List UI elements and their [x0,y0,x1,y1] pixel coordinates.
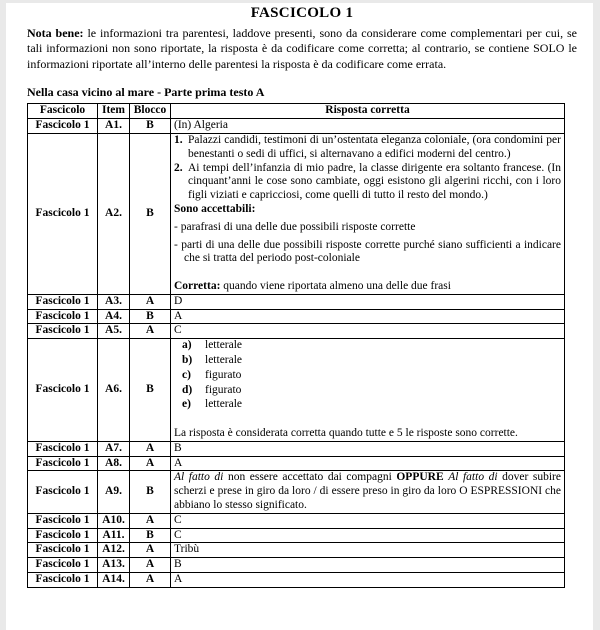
table-row [28,119,565,134]
cell-risposta [171,339,565,442]
risposta-line [174,514,561,528]
text-segment: non essere accettato dai compagni [223,471,397,484]
cell-item: A12. [98,543,130,558]
table-row [28,339,565,442]
cell-risposta [171,134,565,295]
table-row [28,441,565,456]
answer-key-table [27,103,565,588]
table-row [28,294,565,309]
list-marker: c) [182,368,191,381]
risposta-line [174,266,561,280]
cell-item: A11. [98,528,130,543]
cell-item: A5. [98,324,130,339]
table-header-row [28,104,565,119]
text-segment: letterale [205,353,243,366]
text-segment: parafrasi di una delle due possibili risposte corrette [180,220,416,233]
cell-blocco: A [130,558,171,573]
cell-blocco: A [130,513,171,528]
cell-fascicolo: Fascicolo 1 [28,558,98,573]
cell-blocco: B [130,471,171,513]
text-segment: B [174,441,182,454]
text-segment: letterale [205,398,243,411]
cell-blocco: A [130,456,171,471]
text-segment: (In) Algeria [174,119,228,132]
risposta-line [174,398,561,412]
text-segment: A [174,572,183,585]
risposta-line [174,442,561,456]
page-title: FASCICOLO 1 [250,5,354,21]
table-row [28,324,565,339]
header-risposta-corretta: Risposta corretta [171,104,565,119]
risposta-line [174,339,561,353]
cell-blocco: B [130,309,171,324]
cell-risposta [171,543,565,558]
nota-bene-paragraph [27,26,577,72]
text-segment: Sono accettabili: [174,203,256,215]
cell-item: A7. [98,441,130,456]
cell-fascicolo: Fascicolo 1 [28,456,98,471]
cell-fascicolo: Fascicolo 1 [28,119,98,134]
cell-item: A14. [98,572,130,587]
list-marker: b) [182,353,193,366]
table-row [28,528,565,543]
cell-risposta [171,471,565,513]
cell-fascicolo: Fascicolo 1 [28,513,98,528]
table-row [28,309,565,324]
risposta-line [174,471,561,512]
cell-fascicolo: Fascicolo 1 [28,324,98,339]
cell-risposta [171,294,565,309]
cell-blocco: B [130,528,171,543]
cell-fascicolo: Fascicolo 1 [28,543,98,558]
cell-item: A2. [98,134,130,295]
risposta-line [174,543,561,557]
cell-item: A8. [98,456,130,471]
text-segment: OPPURE [396,471,444,484]
table-row [28,134,565,295]
section-heading: Nella casa vicino al mare - Parte prima testo A [27,85,265,100]
text-segment: quando viene riportata almeno una delle due frasi [220,279,451,292]
text-segment: B [174,558,182,571]
risposta-line [174,203,561,217]
cell-item: A1. [98,119,130,134]
text-segment: D [174,294,183,307]
risposta-line [174,529,561,543]
table-row [28,513,565,528]
risposta-line [174,558,561,572]
cell-fascicolo: Fascicolo 1 [28,339,98,442]
text-segment: figurato [205,368,242,381]
risposta-line [174,324,561,338]
cell-risposta [171,309,565,324]
cell-item: A13. [98,558,130,573]
cell-fascicolo: Fascicolo 1 [28,572,98,587]
nota-bene-text: le informazioni tra parentesi, laddove presenti, sono da considerare come complementari per cui, se tali informazioni non sono riportate, la risposta è da codificare come corretta; al contrario, se contiene SOLO le informazioni riportate all’interno delle parentesi la risposta è da codificare come errata. [27,26,577,71]
cell-blocco: A [130,441,171,456]
table-row [28,543,565,558]
cell-risposta [171,119,565,134]
cell-blocco: A [130,572,171,587]
cell-risposta [171,441,565,456]
text-segment: Corretta: [174,279,221,292]
text-segment: Tribù [174,543,200,556]
risposta-line [174,119,561,133]
list-marker: e) [182,398,191,411]
risposta-line [174,295,561,309]
cell-risposta [171,528,565,543]
cell-item: A6. [98,339,130,442]
cell-blocco: B [130,339,171,442]
cell-fascicolo: Fascicolo 1 [28,528,98,543]
cell-item: A9. [98,471,130,513]
text-segment: C [174,513,182,526]
risposta-line [174,369,561,383]
list-marker: a) [182,339,192,352]
cell-risposta [171,572,565,587]
risposta-line [174,427,561,441]
header-item: Item [98,104,130,119]
risposta-line [174,457,561,471]
cell-risposta [171,456,565,471]
cell-fascicolo: Fascicolo 1 [28,471,98,513]
text-segment: dover subire scherzi e prese in giro da loro / di essere preso in giro da loro O ESPRESSIONI che abbiano lo stesso significato. [174,471,561,511]
cell-blocco: B [130,119,171,134]
risposta-line: - parafrasi di una delle due possibili risposte corrette [174,220,416,233]
risposta-line [174,354,561,368]
table-row [28,558,565,573]
nota-bene-label: Nota bene: [27,26,84,40]
text-segment: Palazzi candidi, testimoni di un’ostentata eleganza coloniale, (ora condomini per benestanti o sedi di uffici, si alternavano a edifici moderni del centro.) [188,134,561,160]
text-segment: letterale [205,339,243,352]
cell-risposta [171,324,565,339]
cell-fascicolo: Fascicolo 1 [28,441,98,456]
table-row [28,471,565,513]
document-page [6,3,593,630]
table-row [28,456,565,471]
risposta-line [174,134,561,162]
header-blocco: Blocco [130,104,171,119]
text-segment: figurato [205,383,242,396]
cell-item: A4. [98,309,130,324]
text-segment: A [174,309,183,322]
text-segment: Al fatto di [174,471,224,484]
cell-blocco: A [130,543,171,558]
list-marker: 2. [174,161,183,174]
risposta-line [174,310,561,324]
cell-fascicolo: Fascicolo 1 [28,294,98,309]
text-segment: parti di una delle due possibili risposte corrette purché siano sufficienti a indicare che si tratta del periodo post-coloniale [181,238,561,265]
risposta-line [174,280,561,294]
cell-fascicolo: Fascicolo 1 [28,309,98,324]
list-marker: d) [182,383,193,396]
list-marker: 1. [174,134,183,147]
risposta-line [174,413,561,427]
cell-item: A10. [98,513,130,528]
header-fascicolo: Fascicolo [28,104,98,119]
cell-blocco: A [130,294,171,309]
text-segment: C [174,528,182,541]
cell-fascicolo: Fascicolo 1 [28,134,98,295]
risposta-line [174,573,561,587]
text-segment: Ai tempi dell’infanzia di mio padre, la classe dirigente era soltanto francese. (In cinquant’anni le cose sono cambiate, oggi esistono gli algerini ricchi, con i loro figli viziati e capricciosi, come quelli di tutto il resto del mondo.) [188,161,561,202]
text-segment: A [174,456,183,469]
answer-table-body [28,119,565,588]
risposta-line [174,162,561,203]
risposta-line [174,384,561,398]
cell-risposta [171,513,565,528]
text-segment: C [174,324,182,337]
cell-blocco: A [130,324,171,339]
risposta-line: - parti di una delle due possibili risposte corrette purché siano sufficienti a indicare che si tratta del periodo post-coloniale [174,238,561,265]
cell-risposta [171,558,565,573]
text-segment: Al fatto di [448,471,498,484]
table-row [28,572,565,587]
cell-blocco: B [130,134,171,295]
text-segment: La risposta è considerata corretta quando tutte e 5 le risposte sono corrette. [174,426,518,439]
cell-item: A3. [98,294,130,309]
